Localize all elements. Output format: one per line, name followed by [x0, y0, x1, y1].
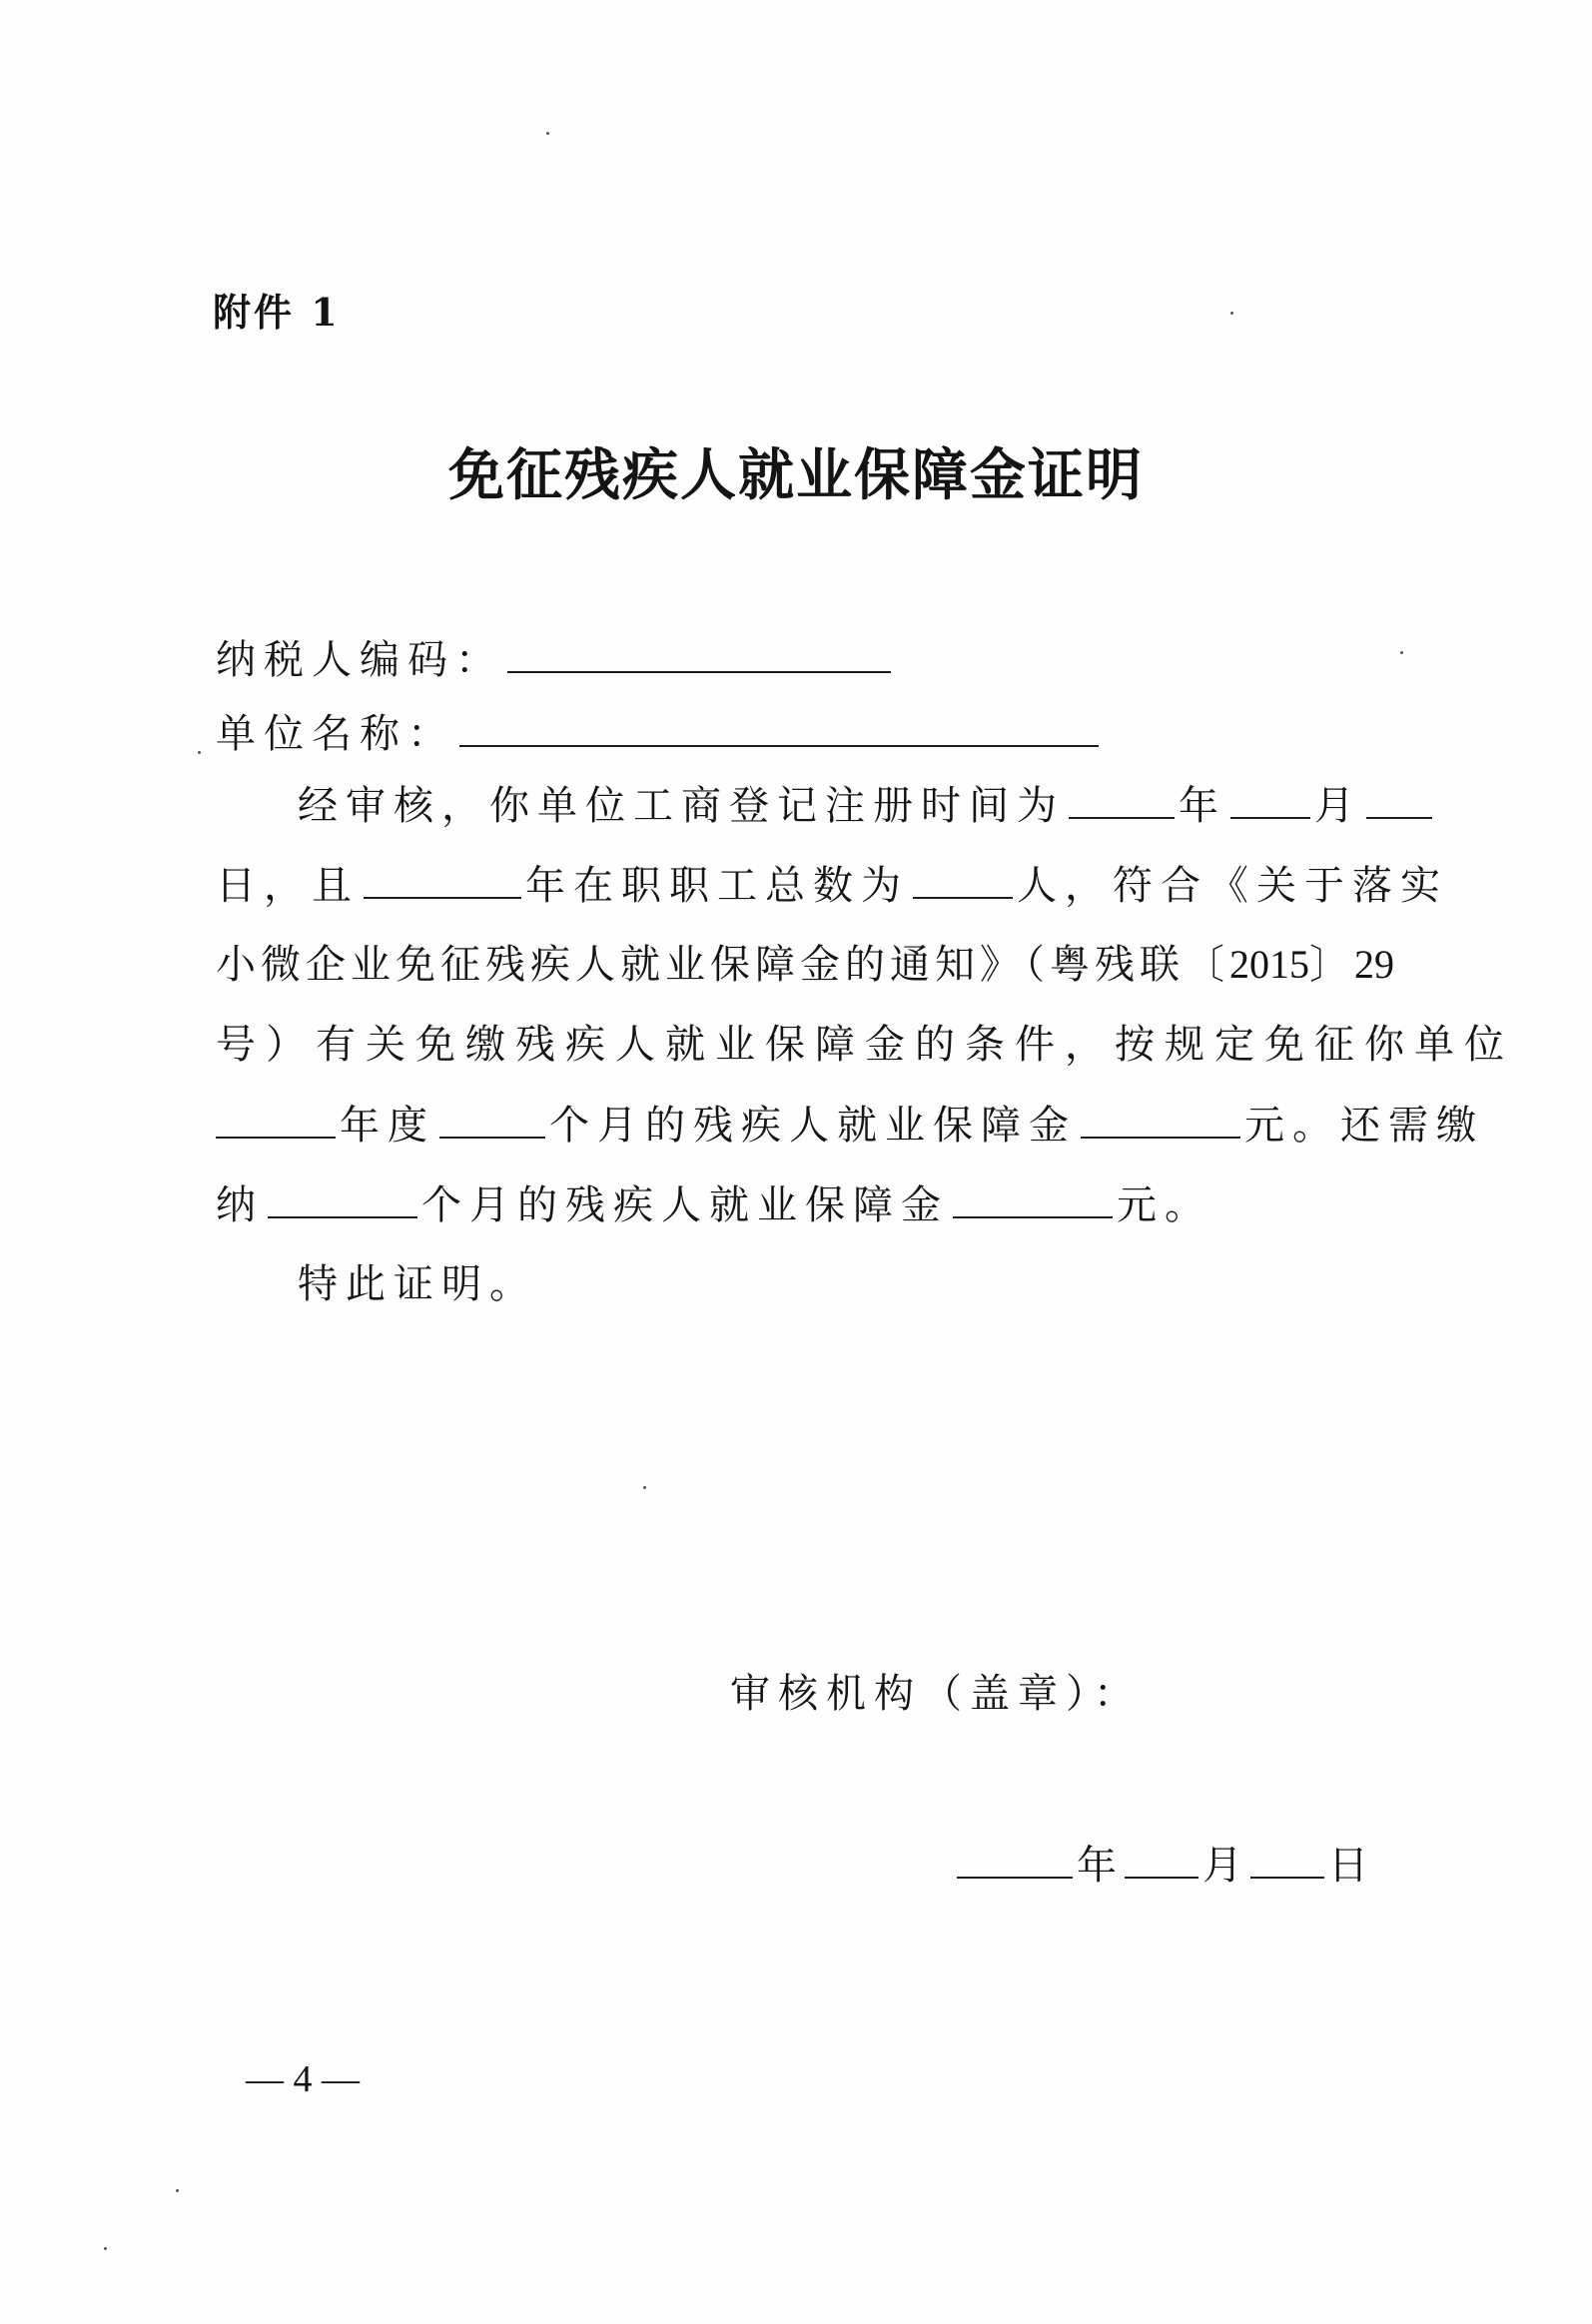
- body-line-3: [216, 941, 1394, 989]
- taxpayer-id-label: 纳税人编码：: [216, 637, 503, 683]
- payable-amount-field[interactable]: [953, 1180, 1113, 1218]
- unit-name-row: [216, 709, 1103, 758]
- taxpayer-id-field[interactable]: [507, 635, 891, 673]
- employee-count-field[interactable]: [913, 861, 1013, 899]
- registration-day-field[interactable]: [1366, 781, 1432, 819]
- unit-name-label: 单位名称：: [216, 711, 455, 757]
- registration-year-field[interactable]: [1069, 781, 1175, 819]
- date-day-label: 日: [1328, 1843, 1372, 1889]
- signature-year-field[interactable]: [957, 1841, 1073, 1879]
- signature-date-row: [953, 1834, 1372, 1891]
- scan-speck: [198, 751, 201, 754]
- body-text: 日，且: [216, 863, 360, 909]
- body-text: 小微企业免征残疾人就业保障金的通知》（粤残联〔: [216, 942, 1229, 988]
- signature-day-field[interactable]: [1250, 1841, 1324, 1879]
- body-line-2: [216, 861, 1448, 910]
- body-text: 个月的残疾人就业保障金: [549, 1103, 1077, 1149]
- page-number: — 4 —: [246, 2058, 360, 2100]
- signature-month-field[interactable]: [1125, 1841, 1198, 1879]
- body-text: 月: [1314, 783, 1362, 829]
- date-month-label: 月: [1202, 1843, 1246, 1889]
- taxpayer-id-row: [216, 635, 895, 684]
- payable-months-field[interactable]: [268, 1180, 417, 1218]
- scan-speck: [1400, 651, 1403, 654]
- body-text: 元。还需缴: [1244, 1103, 1484, 1149]
- scan-speck: [546, 132, 549, 135]
- date-year-label: 年: [1077, 1843, 1121, 1889]
- exempt-amount-field[interactable]: [1081, 1101, 1240, 1139]
- body-text: 人，符合《关于落实: [1017, 863, 1448, 909]
- document-title: 免征残疾人就业保障金证明: [448, 442, 1144, 508]
- body-text: 个月的残疾人就业保障金: [421, 1182, 949, 1228]
- body-line-4: [216, 1021, 1514, 1069]
- body-text: 年在职职工总数为: [525, 863, 909, 909]
- body-line-6: [216, 1180, 1212, 1229]
- employee-count-year-field[interactable]: [364, 861, 521, 899]
- scan-speck: [176, 2189, 179, 2192]
- scan-speck: [643, 1486, 646, 1489]
- registration-month-field[interactable]: [1230, 781, 1310, 819]
- scan-speck: [1230, 312, 1233, 315]
- scan-speck: [104, 2247, 107, 2250]
- review-authority-seal-label: 审核机构（盖章）：: [730, 1671, 1142, 1717]
- unit-name-field[interactable]: [459, 709, 1099, 747]
- closing-text: 特此证明。: [298, 1261, 537, 1307]
- closing-line: [298, 1260, 537, 1308]
- body-text: 年度: [340, 1103, 435, 1149]
- exempt-months-field[interactable]: [439, 1101, 545, 1139]
- document-year: 2015: [1229, 942, 1309, 987]
- body-text: 纳: [216, 1182, 264, 1228]
- body-text: 经审核，你单位工商登记注册时间为: [298, 783, 1065, 829]
- body-text: 〕: [1309, 942, 1354, 988]
- document-number: 29: [1354, 942, 1394, 987]
- attachment-label: 附件 1: [213, 290, 341, 335]
- body-text: 号）有关免缴残疾人就业保障金的条件，按规定免征你单位: [216, 1022, 1514, 1068]
- body-text: 年: [1179, 783, 1226, 829]
- body-line-1: [298, 781, 1436, 830]
- exempt-year-field[interactable]: [216, 1101, 336, 1139]
- body-text: 元。: [1117, 1182, 1212, 1228]
- body-line-5: [216, 1101, 1484, 1150]
